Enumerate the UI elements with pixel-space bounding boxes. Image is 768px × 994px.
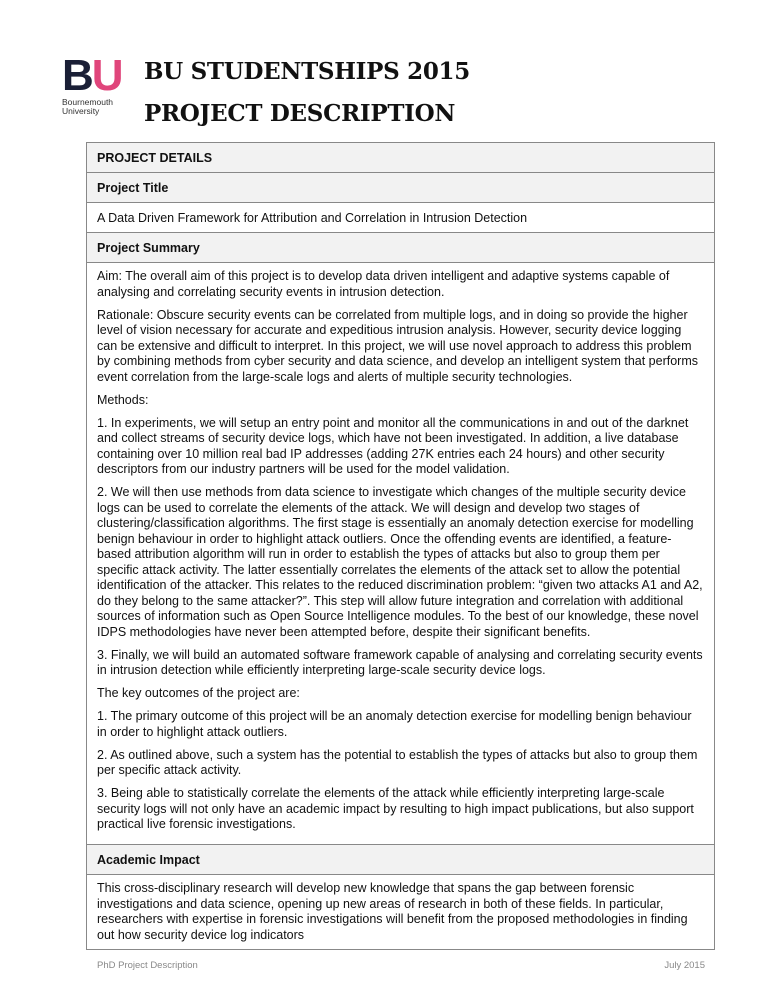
summary-paragraph: 2. As outlined above, such a system has the potential to establish the types of attacks but also to group them per specific attack activity. [97, 747, 698, 777]
document-subtitle: PROJECT DESCRIPTION [144, 100, 456, 127]
bu-logo [62, 51, 132, 126]
summary-paragraph: The key outcomes of the project are: [97, 686, 300, 700]
section-header-project-details: PROJECT DETAILS [87, 143, 715, 173]
summary-paragraph: Aim: The overall aim of this project is to develop data driven intelligent and adaptive systems capable of analysing and correlating security events in intrusion detection. [97, 269, 670, 299]
logo-university-name: Bournemouth University [62, 97, 114, 116]
project-title-value: A Data Driven Framework for Attribution and Correlation in Intrusion Detection [87, 203, 715, 233]
summary-paragraph: 3. Being able to statistically correlate the elements of the attack while efficiently interpreting large-scale security logs will not only have an academic impact by resulting to high impact publications, but also support practical live forensic investigations. [97, 786, 694, 831]
document-title: BU STUDENTSHIPS 2015 [144, 58, 470, 85]
academic-impact-content [87, 875, 715, 950]
page-content [86, 142, 715, 971]
impact-paragraph: This cross-disciplinary research will develop new knowledge that spans the gap between forensic investigations and data science, opening up new areas of research in both of these fields. In particular, researchers with expertise in forensic investigations will benefit from the proposed methodologies in finding out how security device log indicators [97, 881, 688, 942]
project-title-label: Project Title [87, 173, 715, 203]
summary-paragraph: Rationale: Obscure security events can be correlated from multiple logs, and in doing so provide the higher level of vision necessary for accurate and expeditious intrusion analysis. However, security device logging can be extensive and difficult to interpret. In this project, we will use novel approach to address this problem by combining methods from cyber security and data science, and develop an intelligent system that performs event correlation from the large-scale logs and alerts of multiple security technologies. [97, 307, 699, 384]
academic-impact-label: Academic Impact [87, 845, 715, 875]
footer-right: July 2015 [664, 960, 705, 971]
page-footer [86, 960, 715, 971]
summary-paragraph: 1. The primary outcome of this project will be an anomaly detection exercise for modelling benign behaviour in order to highlight attack outliers. [97, 709, 692, 739]
logo-mark: BU [62, 51, 122, 100]
footer-left: PhD Project Description [97, 960, 198, 971]
summary-paragraph: 3. Finally, we will build an automated software framework capable of analysing and correlating security events in intrusion detection while efficiently interpreting large-scale security device logs. [97, 647, 703, 677]
summary-paragraph: 1. In experiments, we will setup an entry point and monitor all the communications in and out of the darknet and collect streams of security device logs, which have not been investigated. In addition, a live database containing over 10 million real bad IP addresses (adding 27K entries each 24 hours) and other security descriptors from our industry partners will be used for the model validation. [97, 415, 689, 476]
project-details-table [86, 142, 715, 950]
summary-paragraph: Methods: [97, 392, 149, 407]
summary-paragraph: 2. We will then use methods from data science to investigate which changes of the multiple security device logs can be used to correlate the elements of the attack. We will design and develop two stages of clustering/classification algorithms. The first stage is essentially an anomaly detection exercise for modelling benign behaviour in order to highlight attack outliers. Once the offending events are identified, a feature-based attribution algorithm will run in order to establish the types of attacks but also to group them per specific attack activity. The latter essentially correlates the elements of the attack set to allow the potential identification of the attacker. This relates to the reduced discrimination problem: “given two attacks A1 and A2, do they belong to the same attacker?”. This step will allow future integration and correlation with additional sources of information such as Open Source Intelligence modules. To the best of our knowledge, these novel IDPS methodologies have never been attempted before, despite their significant benefits. [97, 485, 703, 639]
project-summary-label: Project Summary [87, 233, 715, 263]
project-summary-content [87, 263, 715, 845]
